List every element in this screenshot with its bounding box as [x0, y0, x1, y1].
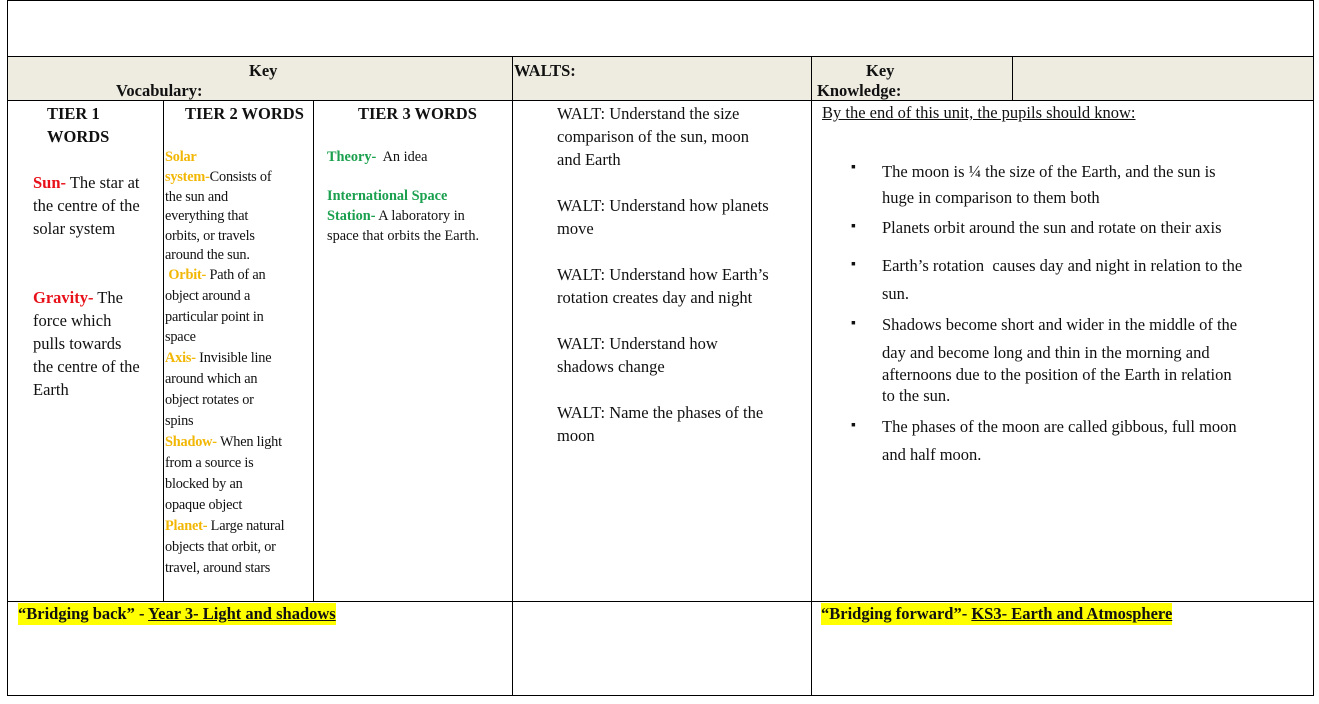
vocab-term: Axis-: [165, 350, 196, 366]
vocab-definition: particular point in: [165, 309, 264, 325]
walt-item: WALT: Name the phases of the: [557, 403, 764, 422]
tier2-axis-line1: [165, 348, 271, 369]
bullet-icon: ▪: [851, 219, 856, 234]
vocab-definition: spins: [165, 413, 194, 429]
vocab-term: Theory-: [327, 149, 377, 165]
divider: [7, 56, 1314, 57]
vocab-definition: space that orbits the Earth.: [327, 228, 480, 244]
tier3-iss-line2: [327, 206, 465, 226]
vocab-definition: objects that orbit, or: [165, 539, 276, 555]
vocab-term: Planet-: [165, 518, 208, 534]
vocab-term: International Space: [327, 188, 448, 204]
walt-item: comparison of the sun, moon: [557, 127, 750, 146]
walt-item: rotation creates day and night: [557, 288, 753, 307]
divider: [7, 601, 1314, 602]
knowledge-item: Shadows become short and wider in the middle of the: [882, 315, 1238, 334]
tier2-orbit-line1: [165, 265, 265, 286]
knowledge-item: day and become long and thin in the morning and: [882, 343, 1210, 362]
tier1-gravity-line1: [33, 286, 123, 309]
vocab-definition: travel, around stars: [165, 560, 271, 576]
walt-item: moon: [557, 426, 595, 445]
vocab-definition: solar system: [33, 219, 116, 238]
divider: [313, 100, 314, 601]
key-vocabulary-heading-line2: Vocabulary:: [116, 81, 203, 100]
walt-item: WALT: Understand how planets: [557, 196, 769, 215]
tier1-title-line1: TIER 1: [47, 104, 100, 123]
divider: [163, 100, 164, 601]
vocab-definition: space: [165, 329, 196, 345]
vocab-definition: Large natural: [207, 518, 285, 534]
tier2-shadow-line1: [165, 432, 282, 453]
vocab-term: Station-: [327, 208, 376, 224]
knowledge-item: The moon is ¼ the size of the Earth, and the sun is: [882, 162, 1216, 181]
walt-item: WALT: Understand the size: [557, 104, 740, 123]
knowledge-item: and half moon.: [882, 445, 982, 464]
bridging-forward-topic: KS3- Earth and Atmosphere: [971, 604, 1173, 623]
vocab-definition: Path of an: [206, 267, 266, 283]
knowledge-item: Planets orbit around the sun and rotate on their axis: [882, 218, 1222, 237]
tier1-sun-line1: [33, 171, 140, 194]
vocab-definition: around which an: [165, 371, 258, 387]
key-knowledge-heading-line2: Knowledge:: [817, 81, 902, 100]
bridging-back-label: “Bridging back” -: [18, 604, 149, 623]
bullet-icon: ▪: [851, 257, 856, 272]
vocab-definition: The: [93, 288, 123, 307]
bullet-icon: ▪: [851, 316, 856, 331]
bullet-icon: ▪: [851, 160, 856, 175]
bridging-forward: [821, 603, 1172, 625]
knowledge-item: Earth’s rotation causes day and night in relation to the: [882, 256, 1243, 275]
vocab-definition: the sun and: [165, 189, 228, 205]
divider: [811, 56, 812, 696]
vocab-term: Gravity-: [33, 288, 94, 307]
vocab-definition: blocked by an: [165, 476, 243, 492]
divider: [7, 695, 1314, 696]
divider: [7, 100, 1314, 101]
vocab-definition: force which: [33, 311, 112, 330]
tier2-solar-line2: [165, 167, 271, 188]
vocab-term: Sun-: [33, 173, 67, 192]
knowledge-item: sun.: [882, 284, 910, 303]
bridging-back: [18, 603, 336, 625]
vocab-definition: around the sun.: [165, 247, 250, 263]
bridging-back-topic: Year 3- Light and shadows: [148, 604, 336, 623]
vocab-definition: opaque object: [165, 497, 243, 513]
vocab-term: [327, 186, 447, 206]
vocab-definition: everything that: [165, 208, 249, 224]
vocab-term: Solar: [165, 149, 197, 165]
vocab-definition: the centre of the: [33, 357, 140, 376]
vocab-definition: An idea: [376, 149, 428, 165]
walt-item: and Earth: [557, 150, 621, 169]
vocab-definition: from a source is: [165, 455, 254, 471]
vocab-definition: the centre of the: [33, 196, 140, 215]
vocab-definition: pulls towards: [33, 334, 122, 353]
walts-heading: WALTS:: [514, 61, 576, 80]
walt-item: move: [557, 219, 594, 238]
knowledge-item: huge in comparison to them both: [882, 188, 1100, 207]
tier2-planet-line1: [165, 516, 284, 537]
key-vocabulary-heading-line1: Key: [249, 61, 278, 80]
walt-item: shadows change: [557, 357, 665, 376]
vocab-term: [165, 147, 197, 168]
tier3-theory-line1: [327, 147, 427, 167]
vocab-term: system-: [165, 169, 210, 185]
vocab-definition: A laboratory in: [375, 208, 465, 224]
bullet-icon: ▪: [851, 418, 856, 433]
knowledge-item: The phases of the moon are called gibbous, full moon: [882, 417, 1237, 436]
vocab-definition: Invisible line: [195, 350, 272, 366]
tier2-title: TIER 2 WORDS: [185, 104, 304, 123]
vocab-definition: object rotates or: [165, 392, 254, 408]
vocab-definition: Earth: [33, 380, 69, 399]
knowledge-item: afternoons due to the position of the Earth in relation: [882, 365, 1232, 384]
divider: [512, 56, 513, 696]
knowledge-item: to the sun.: [882, 386, 951, 405]
vocab-definition: The star at: [66, 173, 140, 192]
divider: [1012, 56, 1013, 100]
tier3-title: TIER 3 WORDS: [358, 104, 477, 123]
vocab-definition: When light: [216, 434, 282, 450]
walt-item: WALT: Understand how: [557, 334, 718, 353]
vocab-term: Shadow-: [165, 434, 217, 450]
key-knowledge-intro: By the end of this unit, the pupils should know:: [822, 103, 1136, 122]
tier1-title-line2: WORDS: [47, 127, 110, 146]
key-knowledge-heading-line1: Key: [866, 61, 895, 80]
vocab-term: Orbit-: [165, 267, 207, 283]
vocab-definition: object around a: [165, 288, 251, 304]
walt-item: WALT: Understand how Earth’s: [557, 265, 769, 284]
vocab-definition: orbits, or travels: [165, 228, 255, 244]
vocab-definition: Consists of: [209, 169, 272, 185]
bridging-forward-label: “Bridging forward”-: [821, 604, 972, 623]
